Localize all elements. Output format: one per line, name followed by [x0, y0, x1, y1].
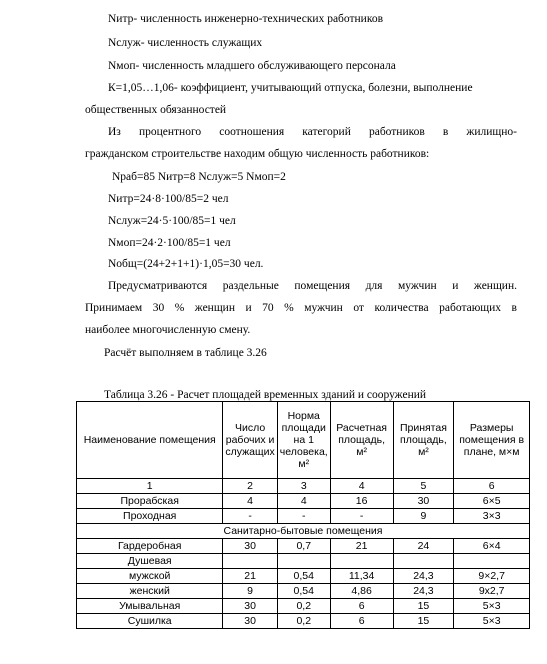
table-row	[77, 554, 530, 569]
table-cell: мужской	[77, 569, 223, 584]
table-cell: 11,34	[330, 569, 393, 584]
table-cell: 5×3	[454, 599, 530, 614]
table-caption: Таблица 3.26 - Расчет площадей временных зданий и сооружений	[104, 389, 427, 401]
table-cell: 9	[223, 584, 277, 599]
table-cell: Прорабская	[77, 494, 223, 509]
area-table	[76, 401, 530, 629]
table-cell: 4	[330, 479, 393, 494]
table-cell: 6	[330, 614, 393, 629]
line-k-cont: общественных обязанностей	[85, 104, 227, 116]
table-cell: 6	[330, 599, 393, 614]
table-row	[77, 539, 530, 554]
table-cell	[454, 554, 530, 569]
table-cell: 15	[393, 599, 454, 614]
table-header-row	[77, 402, 530, 479]
table-cell: 0,54	[277, 569, 330, 584]
table-cell: 0,7	[277, 539, 330, 554]
header-cell: Наименование помещения	[77, 402, 223, 479]
table-cell: 21	[330, 539, 393, 554]
table-cell: 30	[223, 614, 277, 629]
table-cell: -	[330, 509, 393, 524]
table-cell: 30	[223, 539, 277, 554]
table-cell: Душевая	[77, 554, 223, 569]
paragraph-line: наиболее многочисленную смену.	[85, 324, 251, 336]
section-title: Санитарно-бытовые помещения	[77, 524, 530, 539]
table-row	[77, 494, 530, 509]
table-cell: Гардеробная	[77, 539, 223, 554]
table-cell: Умывальная	[77, 599, 223, 614]
table-cell: 4	[277, 494, 330, 509]
table-cell: 6	[454, 479, 530, 494]
table-cell: 9х2,7	[454, 584, 530, 599]
line-nmop: Nмоп- численность младшего обслуживающего персонала	[108, 60, 396, 72]
table-cell: 30	[223, 599, 277, 614]
table-row	[77, 599, 530, 614]
table-cell	[330, 554, 393, 569]
header-cell: Расчетная площадь, м²	[330, 402, 393, 479]
table-cell: -	[277, 509, 330, 524]
table-cell: 2	[223, 479, 277, 494]
table-cell: 5	[393, 479, 454, 494]
table-cell: 0,2	[277, 599, 330, 614]
table-cell: 3×3	[454, 509, 530, 524]
table-cell: 24,3	[393, 584, 454, 599]
header-cell: Принятая площадь, м²	[393, 402, 454, 479]
line-k: К=1,05…1,06- коэффициент, учитывающий отпуска, болезни, выполнение	[108, 82, 473, 94]
table-cell	[277, 554, 330, 569]
paragraph-line: Принимаем 30 % женщин и 70 % мужчин от количества работающих в	[85, 302, 517, 314]
table-cell: 4	[223, 494, 277, 509]
paragraph-line: гражданском строительстве находим общую численность работников:	[85, 148, 430, 160]
table-cell: -	[223, 509, 277, 524]
table-cell: 30	[393, 494, 454, 509]
table-cell: 15	[393, 614, 454, 629]
table-cell: 0,54	[277, 584, 330, 599]
column-number-row	[77, 479, 530, 494]
formula-line: Nслуж=24·5·100/85=1 чел	[108, 215, 236, 227]
header-cell: Число рабочих и служащих	[223, 402, 277, 479]
table-cell	[393, 554, 454, 569]
line-nitr: Nитр- численность инженерно-технических работников	[108, 13, 384, 25]
table-cell: 16	[330, 494, 393, 509]
line-nsluzh: Nслуж- численность служащих	[108, 37, 263, 49]
table-cell: 6×5	[454, 494, 530, 509]
table-cell: Сушилка	[77, 614, 223, 629]
table-cell: 24,3	[393, 569, 454, 584]
table-cell: 1	[77, 479, 223, 494]
formula-line: Nмоп=24·2·100/85=1 чел	[108, 237, 231, 249]
table-cell: женский	[77, 584, 223, 599]
table-row	[77, 584, 530, 599]
table-cell: 3	[277, 479, 330, 494]
table-cell: 0,2	[277, 614, 330, 629]
table-cell: 24	[393, 539, 454, 554]
table-cell: 5×3	[454, 614, 530, 629]
table-row	[77, 614, 530, 629]
table-cell: Проходная	[77, 509, 223, 524]
table-cell: 4,86	[330, 584, 393, 599]
formula-line: Nитр=24·8·100/85=2 чел	[108, 193, 229, 205]
table-cell: 6×4	[454, 539, 530, 554]
table-cell: 9×2,7	[454, 569, 530, 584]
paragraph-line: Из процентного соотношения категорий работников в жилищно-	[108, 126, 517, 138]
header-cell: Норма площади на 1 человека, м²	[277, 402, 330, 479]
table-row	[77, 509, 530, 524]
formula-line: Nраб=85 Nитр=8 Nслуж=5 Nмоп=2	[112, 171, 286, 183]
paragraph-line: Предусматриваются раздельные помещения для мужчин и женщин.	[108, 280, 517, 292]
table-reference: Расчёт выполняем в таблице 3.26	[104, 347, 267, 359]
table-cell: 21	[223, 569, 277, 584]
header-cell: Размеры помещения в плане, м×м	[454, 402, 530, 479]
table-cell: 9	[393, 509, 454, 524]
formula-line: Nобщ=(24+2+1+1)·1,05=30 чел.	[108, 258, 264, 270]
section-row	[77, 524, 530, 539]
table-row	[77, 569, 530, 584]
table-cell	[223, 554, 277, 569]
